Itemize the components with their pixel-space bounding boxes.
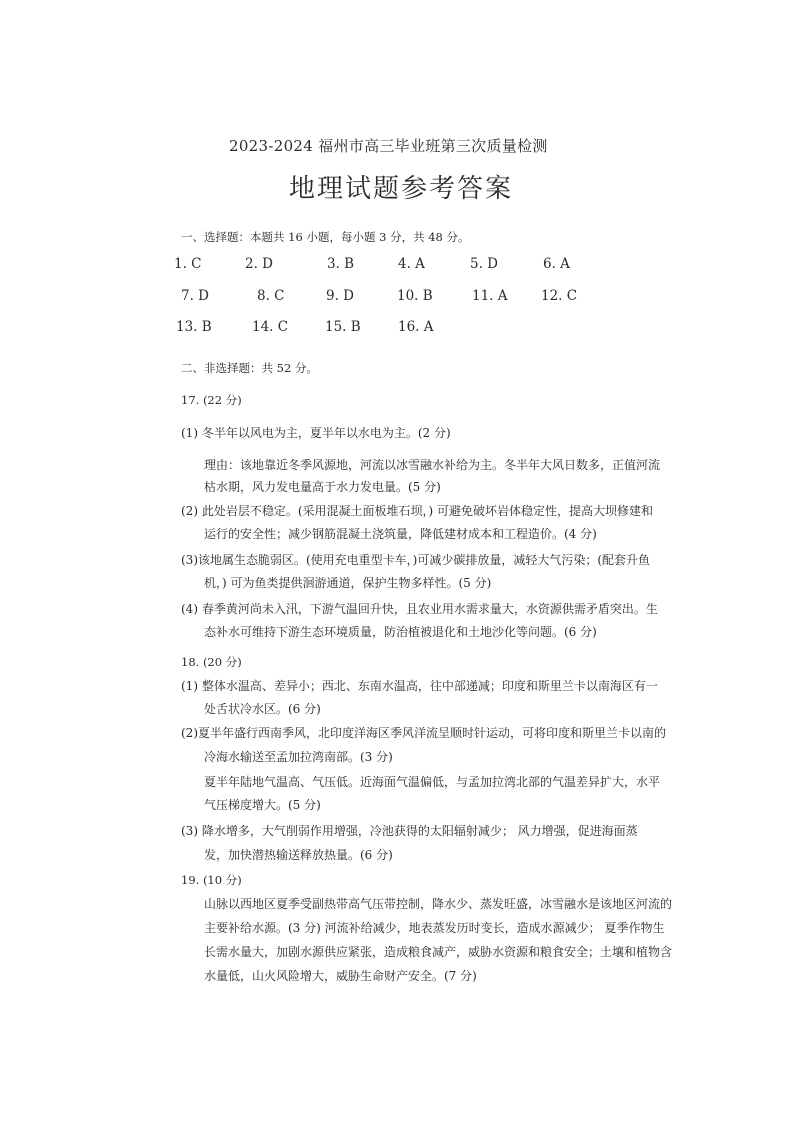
answer-item: 12. C	[541, 288, 578, 304]
answer-line: 枯水期，风力发电量高于水力发电量。(5 分)	[204, 480, 441, 494]
section1-heading: 一、选择题：本题共 16 小题，每小题 3 分，共 48 分。	[181, 230, 470, 244]
answer-line: 机，) 可为鱼类提供洄游通道，保护生物多样性。(5 分)	[204, 576, 492, 590]
answer-line: 水量低，山火风险增大，威胁生命财产安全。(7 分)	[204, 969, 477, 983]
question-18-header: 18. (20 分)	[181, 655, 242, 669]
section2-heading: 二、非选择题：共 52 分。	[181, 361, 318, 375]
answer-item: 6. A	[543, 256, 570, 272]
answer-item: 7. D	[181, 288, 209, 304]
answer-line: 运行的安全性；减少钢筋混凝土浇筑量，降低建材成本和工程造价。(4 分)	[204, 527, 597, 541]
question-19-header: 19. (10 分)	[181, 873, 242, 887]
answer-item: 11. A	[472, 288, 508, 304]
answer-item: 5. D	[470, 256, 498, 272]
answer-line: (1) 整体水温高、差异小；西北、东南水温高，往中部递减；印度和斯里兰卡以南海区有一	[181, 679, 658, 693]
answer-line: 长需水量大，加剧水源供应紧张，造成粮食减产，威胁水资源和粮食安全；土壤和植物含	[204, 945, 673, 959]
answer-item: 9. D	[326, 288, 354, 304]
answer-line: (2)夏半年盛行西南季风，北印度洋海区季风洋流呈顺时针运动，可将印度和斯里兰卡以南的	[181, 726, 667, 740]
answer-line: 发，加快潜热输送释放热量。(6 分)	[204, 848, 393, 862]
answer-item: 14. C	[252, 319, 289, 335]
answer-line: (4) 春季黄河尚未入汛，下游气温回升快，且农业用水需求量大，水资源供需矛盾突出。生	[181, 602, 658, 616]
answer-item: 3. B	[327, 256, 355, 272]
answer-line: 理由：该地靠近冬季风源地，河流以冰雪融水补给为主。冬半年大风日数多，正值河流	[204, 458, 661, 472]
answer-line: (3) 降水增多，大气削弱作用增强，冷池获得的太阳辐射减少； 风力增强，促进海面蒸	[181, 824, 638, 838]
answer-item: 13. B	[176, 319, 212, 335]
answer-line: 处舌状冷水区。(6 分)	[204, 702, 321, 716]
answer-item: 16. A	[398, 319, 434, 335]
answer-line: 山脉以西地区夏季受副热带高气压带控制，降水少、蒸发旺盛，冰雪融水是该地区河流的	[204, 897, 673, 911]
page-title: 地理试题参考答案	[289, 174, 514, 204]
exam-subtitle: 2023-2024 福州市高三毕业班第三次质量检测	[229, 137, 548, 155]
answer-line: 主要补给水源。(3 分) 河流补给减少，地表蒸发历时变长，造成水源减少； 夏季作物生	[204, 921, 665, 935]
answer-item: 10. B	[397, 288, 433, 304]
answer-line: 态补水可维持下游生态环境质量，防治植被退化和土地沙化等问题。(6 分)	[204, 625, 597, 639]
question-17-header: 17. (22 分)	[181, 393, 242, 407]
answer-item: 8. C	[257, 288, 285, 304]
answer-item: 2. D	[245, 256, 273, 272]
answer-item: 4. A	[398, 256, 425, 272]
answer-line: (2) 此处岩层不稳定。(采用混凝土面板堆石坝，) 可避免破坏岩体稳定性，提高大坝修建和	[181, 504, 653, 518]
answer-line: 夏半年陆地气温高、气压低。近海面气温偏低，与孟加拉湾北部的气温差异扩大，水平	[204, 775, 661, 789]
answer-line: 冷海水输送至孟加拉湾南部。(3 分)	[204, 750, 393, 764]
answer-line: (3)该地属生态脆弱区。(使用充电重型卡车，)可减少碳排放量，减轻大气污染；(配套升鱼	[181, 553, 651, 567]
answer-line: (1) 冬半年以风电为主，夏半年以水电为主。(2 分)	[181, 426, 451, 440]
answer-line: 气压梯度增大。(5 分)	[204, 798, 321, 812]
answer-item: 1. C	[174, 256, 202, 272]
answer-item: 15. B	[325, 319, 361, 335]
